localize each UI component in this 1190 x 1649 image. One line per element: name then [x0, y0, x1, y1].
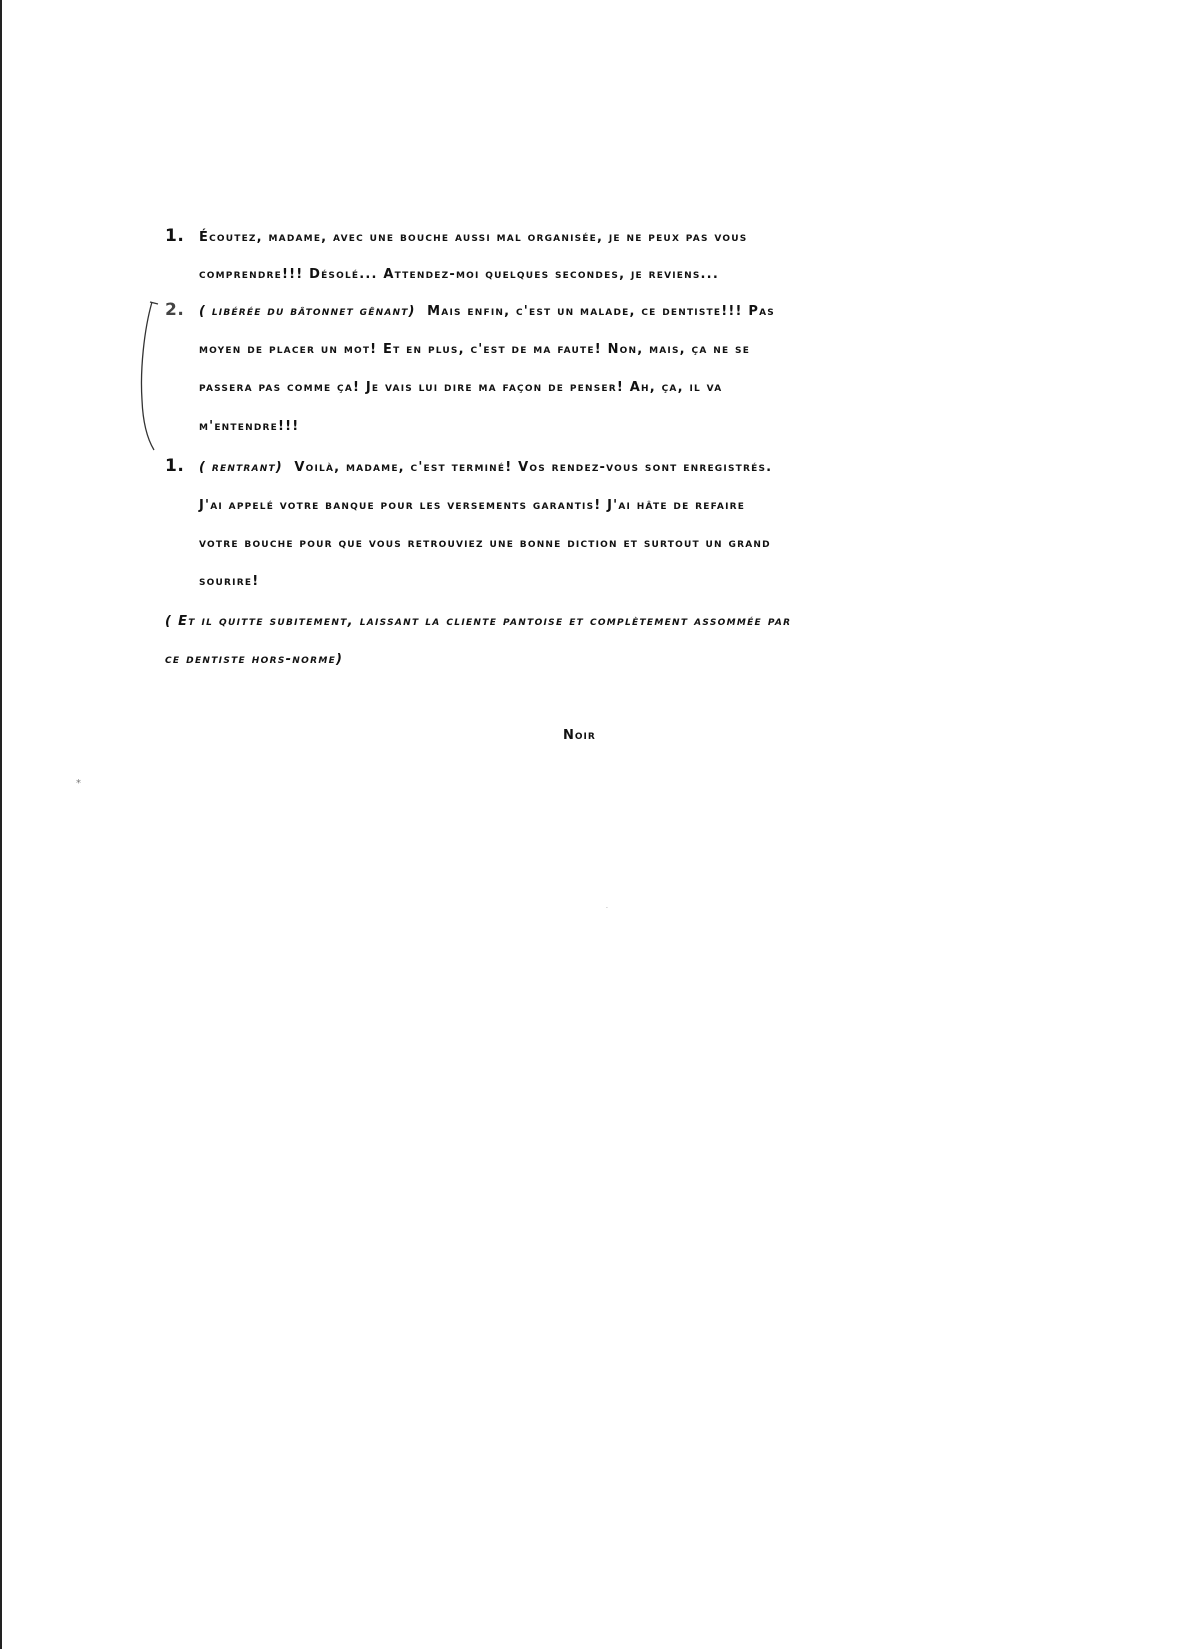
dialogue-text-line: comprendre!!! Désolé... Attendez-moi quelques secondes, je reviens... — [199, 267, 719, 282]
dialogue-text-segment: Voilà, madame, c'est terminé! Vos rendez-vous sont enregistrés. — [294, 460, 773, 475]
dialogue-text-line: moyen de placer un mot! Et en plus, c'est de ma faute! Non, mais, ça ne se — [199, 342, 751, 357]
stage-direction: ( rentrant) — [199, 460, 283, 475]
dialogue-text-line: m'entendre!!! — [199, 419, 300, 434]
scan-speck: ⁎ — [76, 775, 81, 786]
handwritten-bracket-mark — [138, 300, 162, 452]
dialogue-text-line: passera pas comme ça! Je vais lui dire ma façon de penser! Ah, ça, il va — [199, 380, 723, 395]
dialogue-text-line — [199, 302, 775, 322]
closing-direction-line: ce dentiste hors-norme) — [165, 652, 344, 667]
dialogue-text-line — [199, 458, 772, 478]
stage-direction: ( libérée du bâtonnet gênant) — [199, 304, 416, 319]
closing-direction-line: ( Et il quitte subitement, laissant la cliente pantoise et complètement assommée par — [165, 614, 792, 629]
dialogue-text-line: J'ai appelé votre banque pour les versements garantis! J'ai hâte de refaire — [199, 498, 746, 513]
speaker-number: 1. — [165, 226, 185, 246]
end-label: Noir — [563, 728, 596, 743]
dialogue-text-segment: Mais enfin, c'est un malade, ce dentiste!!! Pas — [427, 304, 775, 319]
dialogue-text-line: sourire! — [199, 574, 260, 589]
speaker-number: 2. — [165, 300, 185, 320]
dialogue-text-line: Écoutez, madame, avec une bouche aussi mal organisée, je ne peux pas vous — [199, 230, 748, 245]
dialogue-text-line: votre bouche pour que vous retrouviez une bonne diction et surtout un grand — [199, 536, 771, 551]
scan-speck: · — [606, 905, 608, 912]
speaker-number: 1. — [165, 456, 185, 476]
